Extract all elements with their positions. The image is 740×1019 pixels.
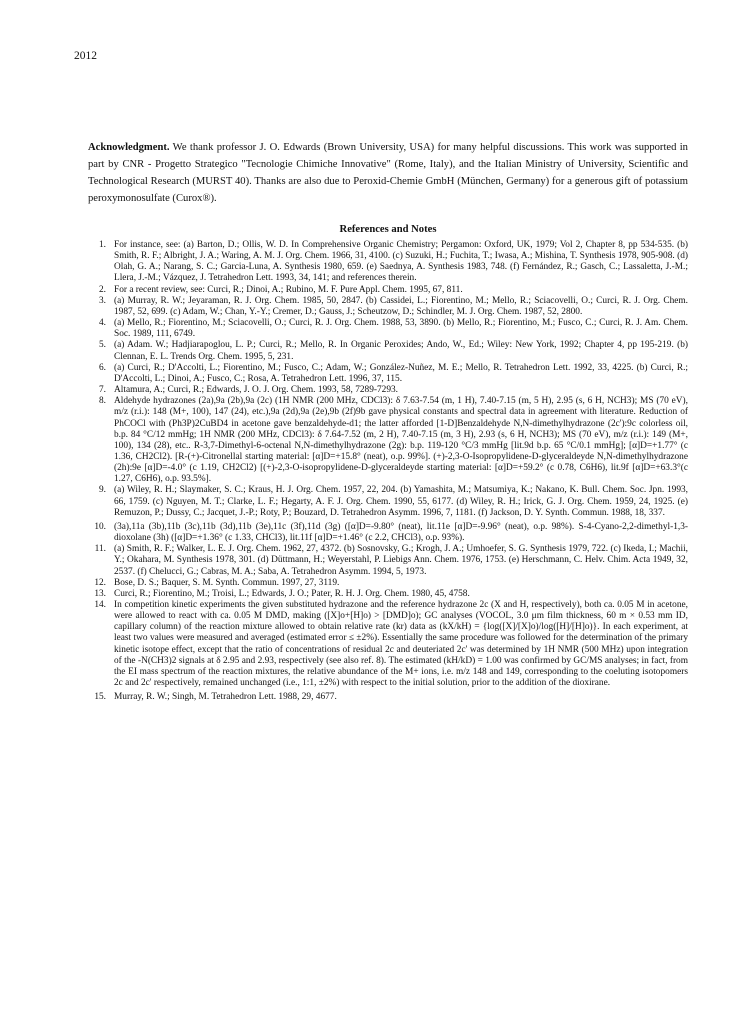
reference-text: (a) Wiley, R. H.; Slaymaker, S. C.; Kraus, H. J. Org. Chem. 1957, 22, 204. (b) Yamashita, M.; Matsumiya, K.; Nakano, K. Bull. Chem. Soc. Jpn. 1993, 66, 1759. (c) Nguyen, M. T.; Clarke, L. F.; Hegarty, A. F. J. Org. Chem. 1990, 55, 6177. (d) Wiley, R. H.; Irick, G. J. Org. Chem. 1959, 24, 1925. (e) Remuzon, P.; Dussy, C.; Jacquet, J.-P.; Roty, P.; Bouzard, D. Tetrahedron Asymm. 1996, 7, 1181. (f) Jackson, D. Y. Synth. Commun. 1988, 18, 337. — [114, 485, 688, 518]
reference-number: 6. — [98, 362, 106, 373]
reference-2 — [88, 285, 688, 296]
reference-number: 15. — [94, 692, 106, 703]
reference-text: (3a),11a (3b),11b (3c),11b (3d),11b (3e),11c (3f),11d (3g) ([α]D=-9.80° (neat), lit.11e [α]D=-9.96° (neat), o.p. 98%). S-4-Cyano-2,2-dimethyl-1,3-dioxolane (3h) ([α]D=+1.36° (c 1.33, CHCl3), lit.11f [α]D=+1.46° (c 2.2, CHCl3), o.p. 93%). — [114, 521, 688, 544]
reference-4 — [88, 318, 688, 340]
reference-14 — [88, 600, 688, 689]
acknowledgment — [88, 139, 688, 207]
reference-text: (a) Curci, R.; D'Accolti, L.; Fiorentino, M.; Fusco, C.; Adam, W.; González-Nuñez, M. E.; Mello, R. Tetrahedron Lett. 1992, 33, 4225. (b) Curci, R.; D'Accolti, L.; Dinoi, A.; Fusco, C.; Rosa, A. Tetrahedron Lett. 1996, 37, 115. — [114, 362, 688, 384]
reference-number: 13. — [94, 588, 106, 599]
reference-number: 2. — [98, 284, 106, 295]
reference-1 — [88, 240, 688, 285]
reference-5 — [88, 340, 688, 362]
reference-8 — [88, 396, 688, 485]
reference-text: For instance, see: (a) Barton, D.; Ollis, W. D. In Comprehensive Organic Chemistry; Pergamon: Oxford, UK, 1979; Vol 2, Chapter 8, pp 534-535. (b) Smith, R. F.; Albright, J. A.; Waring, A. M. J. Org. Chem. 1966, 31, 4100. (c) Suzuki, H.; Fuchita, T.; Iwasa, A.; Mishina, T. Synthesis 1978, 905-908. (d) Olah, G. A.; Narang, S. C.; Garcia-Luna, A. Synthesis 1980, 659. (e) Saednya, A. Synthesis 1983, 748. (f) Fernández, R.; Gasch, C.; Lassaletta, J.-M.; Llera, J.-M.; Vázquez, J. Tetrahedron Lett. 1993, 34, 141; and references therein. — [114, 240, 688, 284]
acknowledgment-heading: Acknowledgment. — [88, 142, 170, 153]
reference-number: 3. — [98, 295, 106, 306]
reference-text: (a) Smith, R. F.; Walker, L. E. J. Org. Chem. 1962, 27, 4372. (b) Sosnovsky, G.; Krogh, J. A.; Umhoefer, S. G. Synthesis 1979, 722. (c) Ikeda, I.; Machii, Y.; Okahara, M. Synthesis 1978, 301. (d) Düttmann, H.; Weyerstahl, P. Liebigs Ann. Chem. 1976, 1753. (e) Herschmann, C. Helv. Chim. Acta 1949, 32, 2537. (f) Chelucci, G.; Cabras, M. A.; Saba, A. Tetrahedron Asymm. 1994, 5, 1973. — [114, 544, 688, 577]
reference-15 — [88, 692, 688, 703]
reference-12 — [88, 578, 688, 589]
reference-text: Curci, R.; Fiorentino, M.; Troisi, L.; Edwards, J. O.; Pater, R. H. J. Org. Chem. 1980, 45, 4758. — [114, 588, 470, 599]
reference-number: 1. — [98, 240, 106, 250]
reference-11 — [88, 544, 688, 577]
reference-text: Bose, D. S.; Baquer, S. M. Synth. Commun. 1997, 27, 3119. — [114, 577, 340, 588]
reference-number: 12. — [94, 577, 106, 588]
references-list — [88, 240, 688, 703]
reference-text: For a recent review, see: Curci, R.; Dinoi, A.; Rubino, M. F. Pure Appl. Chem. 1995, 67, 811. — [114, 284, 463, 295]
reference-number: 4. — [98, 318, 106, 329]
reference-number: 14. — [94, 600, 106, 610]
reference-number: 7. — [98, 385, 106, 396]
reference-text: In competition kinetic experiments the given substituted hydrazone and the reference hydrazone 2c (X and H, respectively), both ca. 0.05 M in acetone, were allowed to react with ca. 0.05 M DMD, making ([X]o+[H]o) > [DMD]o); GC analyses (VOCOL, 3.0 μm film thickness, 60 m × 0.53 mm ID, capillary column) of the reaction mixture allowed to obtain relative rate (kr) data as (kX/kH) = {log([X]/[X]o)/log([H]/[H]o)}. In each experiment, at least two values were measured and averaged (estimated error ≤ ±2%). Essentially the same procedure was followed for the determination of the primary kinetic isotope effect, except that the ratio of concentrations of residual 2c and deuteriated 2c' was determined by 1H NMR (500 MHz) upon integration of the -N(CH3)2 signals at δ 2.95 and 2.93, respectively (see also ref. 8). The estimated (kH/kD) = 1.00 was confirmed by GC/MS analyses; in fact, from the EI mass spectrum of the reaction mixtures, the relative abundance of the M+ ions, i.e. m/z 148 and 149, corresponding to the coeluting isotopomers 2c and 2c' respectively, remained unchanged (i.e., 1:1, ±2%) with respect to the initial solution, prior to the addition of the dioxirane. — [114, 600, 688, 689]
acknowledgment-text: We thank professor J. O. Edwards (Brown University, USA) for many helpful discussions. This work was supported in part by CNR - Progetto Strategico "Tecnologie Chimiche Innovative" (Rome, Italy), and the Italian Ministry of University, Scientific and Technological Research (MURST 40). Thanks are also due to Peroxid-Chemie GmbH (München, Germany) for a generous gift of potassium peroxymonosulfate (Curox®). — [88, 142, 688, 204]
reference-text: Murray, R. W.; Singh, M. Tetrahedron Lett. 1988, 29, 4677. — [114, 692, 337, 703]
reference-10 — [88, 522, 688, 544]
reference-9 — [88, 485, 688, 518]
reference-7 — [88, 385, 688, 396]
reference-number: 5. — [98, 340, 106, 351]
reference-number: 10. — [94, 521, 106, 532]
reference-text: (a) Murray, R. W.; Jeyaraman, R. J. Org. Chem. 1985, 50, 2847. (b) Cassidei, L.; Fiorentino, M.; Mello, R.; Sciacovelli, O.; Curci, R. J. Org. Chem. 1987, 52, 699. (c) Adam, W.; Chan, Y.-Y.; Cremer, D.; Gauss, J.; Scheutzow, D.; Schindler, M. J. Org. Chem. 1987, 52, 2800. — [114, 295, 688, 317]
reference-text: (a) Adam. W.; Hadjiarapoglou, L. P.; Curci, R.; Mello, R. In Organic Peroxides; Ando, W., Ed.; Wiley: New York, 1992; Chapter 4, pp 195-219. (b) Clennan, E. L. Trends Org. Chem. 1995, 5, 231. — [114, 340, 688, 362]
reference-number: 11. — [94, 544, 106, 555]
reference-13 — [88, 589, 688, 600]
reference-text: (a) Mello, R.; Fiorentino, M.; Sciacovelli, O.; Curci, R. J. Org. Chem. 1988, 53, 3890. (b) Mello, R.; Fiorentino, M.; Fusco, C.; Curci, R. J. Am. Chem. Soc. 1989, 111, 6749. — [114, 318, 688, 340]
reference-number: 9. — [98, 485, 106, 496]
reference-6 — [88, 363, 688, 385]
reference-number: 8. — [98, 396, 106, 407]
reference-text: Altamura, A.; Curci, R.; Edwards, J. O. J. Org. Chem. 1993, 58, 7289-7293. — [114, 385, 399, 396]
reference-text: Aldehyde hydrazones (2a),9a (2b),9a (2c) (1H NMR (200 MHz, CDCl3): δ 7.63-7.54 (m, 1 H), 7.40-7.15 (m, 5 H), 2.95 (s, 6 H, NCH3); MS (70 eV), m/z (r.i.): 148 (M+, 100), 147 (24), etc.),9a (2d),9a (2e),9b (2f)9b gave physical constants and spectral data in agreement with literature. Reduction of PhCOCl with (Ph3P)2CuBD4 in acetone gave benzaldehyde-d1; the latter afforded [1-D]Benzaldehyde N,N-dimethylhydrazone (2c'):9c colorless oil, b.p. 84 °C/12 mmHg; 1H NMR (200 MHz, CDCl3): δ 7.64-7.52 (m, 2 H), 7.40-7.15 (m, 3 H), 2.93 (s, 6 H, NCH3); MS (70 eV), m/z (r.i.): 149 (M+, 100), 134 (28), etc.. R-3,7-Dimethyl-6-octenal N,N-dimethylhydrazone (2g): b.p. 119-120 °C/3 mmHg [lit.9d b.p. 65 °C/0.1 mmHg]; [α]D=+1.77° (c 1.36, CH2Cl2). [R-(+)-Citronellal starting material: [α]D=+15.8° (neat), o.p. 99%]. (+)-2,3-O-Isopropylidene-D-glyceraldeyde N,N-dimethylhydrazone (2h):9e [α]D=-4.0° (c 1.19, CH2Cl2) [(+)-2,3-O-isopropylidene-D-glyceraldeyde starting material: [α]D=+59.2° (c 0.78, C6H6), lit.9f [α]D=+63.3°(c 1.27, C6H6), o.p. 93.5%]. — [114, 396, 688, 485]
references-heading: References and Notes — [339, 224, 437, 235]
reference-3 — [88, 296, 688, 318]
page-number: 2012 — [74, 50, 97, 62]
